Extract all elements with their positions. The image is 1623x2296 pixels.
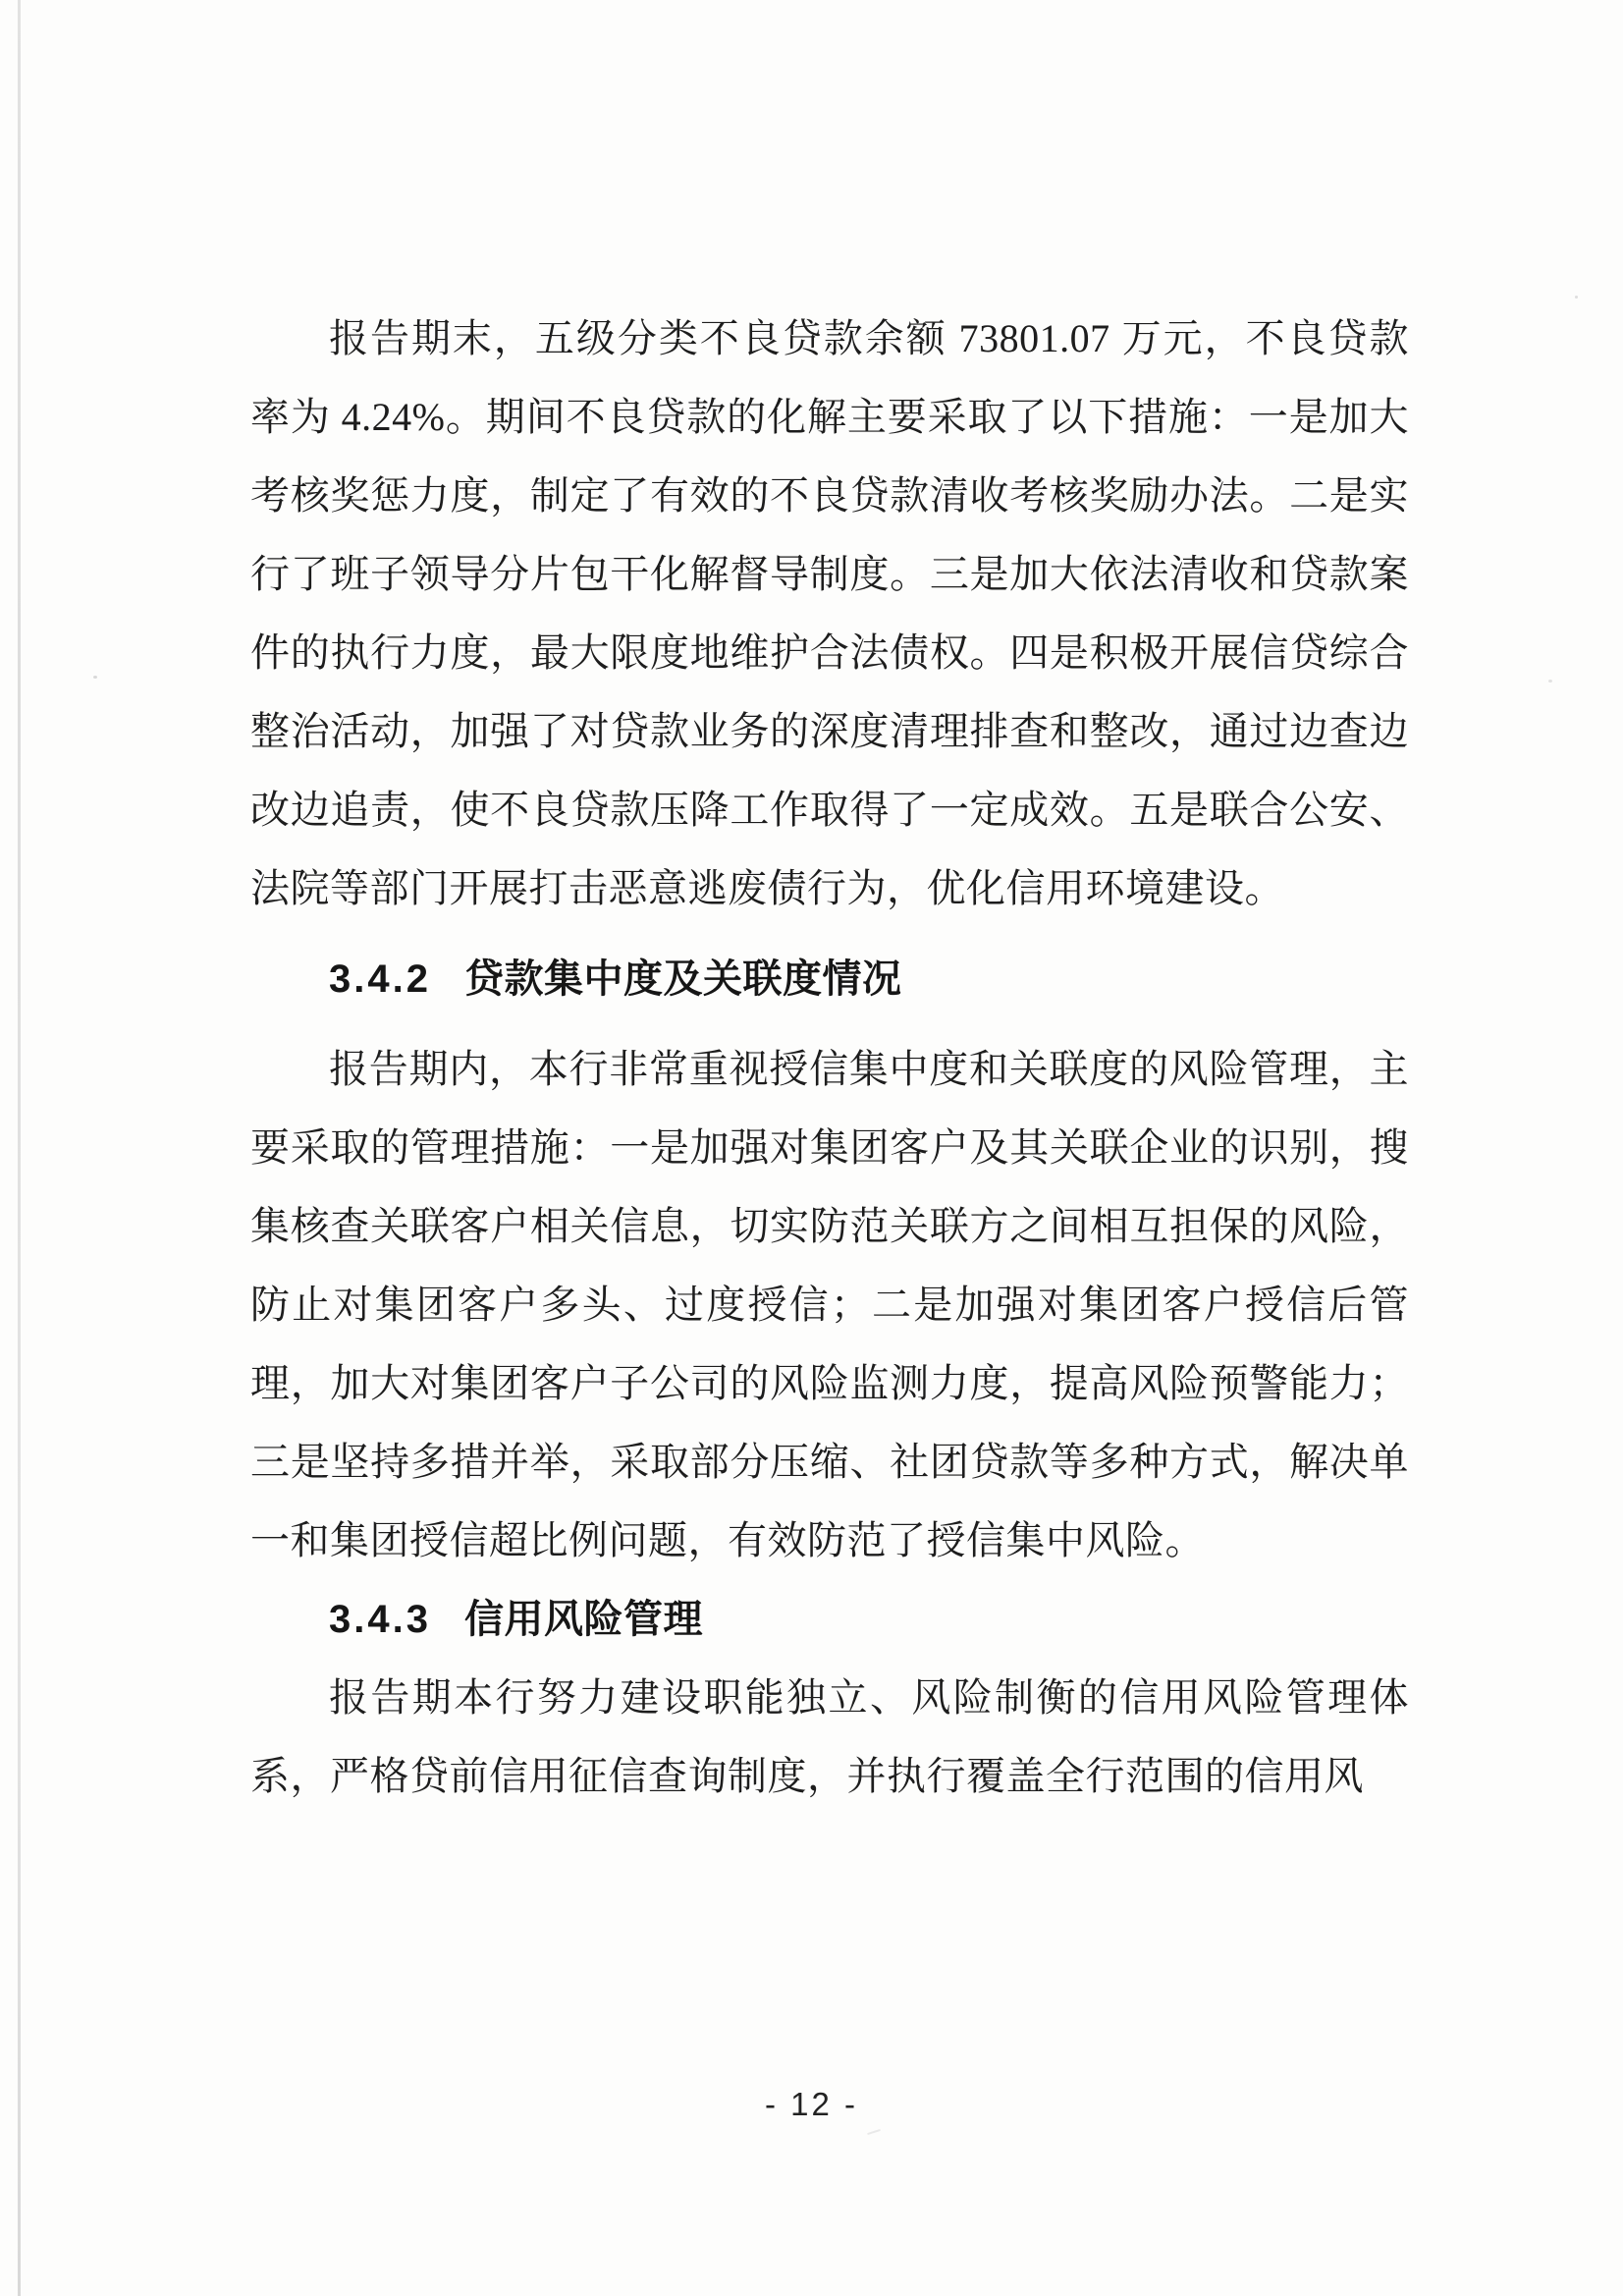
document-body [250, 300, 1409, 1816]
scan-speck [1575, 296, 1578, 299]
paragraph-npl-resolution: 报告期末，五级分类不良贷款余额 73801.07 万元，不良贷款率为 4.24%。期间不良贷款的化解主要采取了以下措施：一是加大考核奖惩力度，制定了有效的不良贷款清收考核奖励办法。二是实行了班子领导分片包干化解督导制度。三是加大依法清收和贷款案件的执行力度，最大限度地维护合法债权。四是积极开展信贷综合整治活动，加强了对贷款业务的深度清理排查和整改，通过边查边改边追责，使不良贷款压降工作取得了一定成效。五是联合公安、法院等部门开展打击恶意逃废债行为，优化信用环境建设。 [250, 316, 1409, 910]
scan-speck [93, 676, 97, 679]
paragraph-credit-risk: 报告期本行努力建设职能独立、风险制衡的信用风险管理体系，严格贷前信用征信查询制度，并执行覆盖全行范围的信用风 [250, 1675, 1409, 1798]
scan-speck [867, 2129, 881, 2135]
section-number: 3.4.2 [329, 957, 431, 1001]
scan-edge-artifact [18, 0, 21, 2296]
paragraph-loan-concentration: 报告期内，本行非常重视授信集中度和关联度的风险管理，主要采取的管理措施：一是加强对集团客户及其关联企业的识别，搜集核查关联客户相关信息，切实防范关联方之间相互担保的风险，防止对集团客户多头、过度授信；二是加强对集团客户授信后管理，加大对集团客户子公司的风险监测力度，提高风险预警能力；三是坚持多措并举，采取部分压缩、社团贷款等多种方式，解决单一和集团授信超比例问题，有效防范了授信集中风险。 [250, 1047, 1409, 1562]
section-number: 3.4.3 [329, 1598, 431, 1641]
scan-speck [1548, 680, 1552, 683]
section-title: 贷款集中度及关联度情况 [463, 957, 902, 1001]
section-heading-3-4-2 [250, 940, 1409, 1018]
section-heading-3-4-3 [250, 1580, 1409, 1659]
section-title: 信用风险管理 [463, 1598, 703, 1641]
page-number: - 12 - [764, 2086, 859, 2122]
